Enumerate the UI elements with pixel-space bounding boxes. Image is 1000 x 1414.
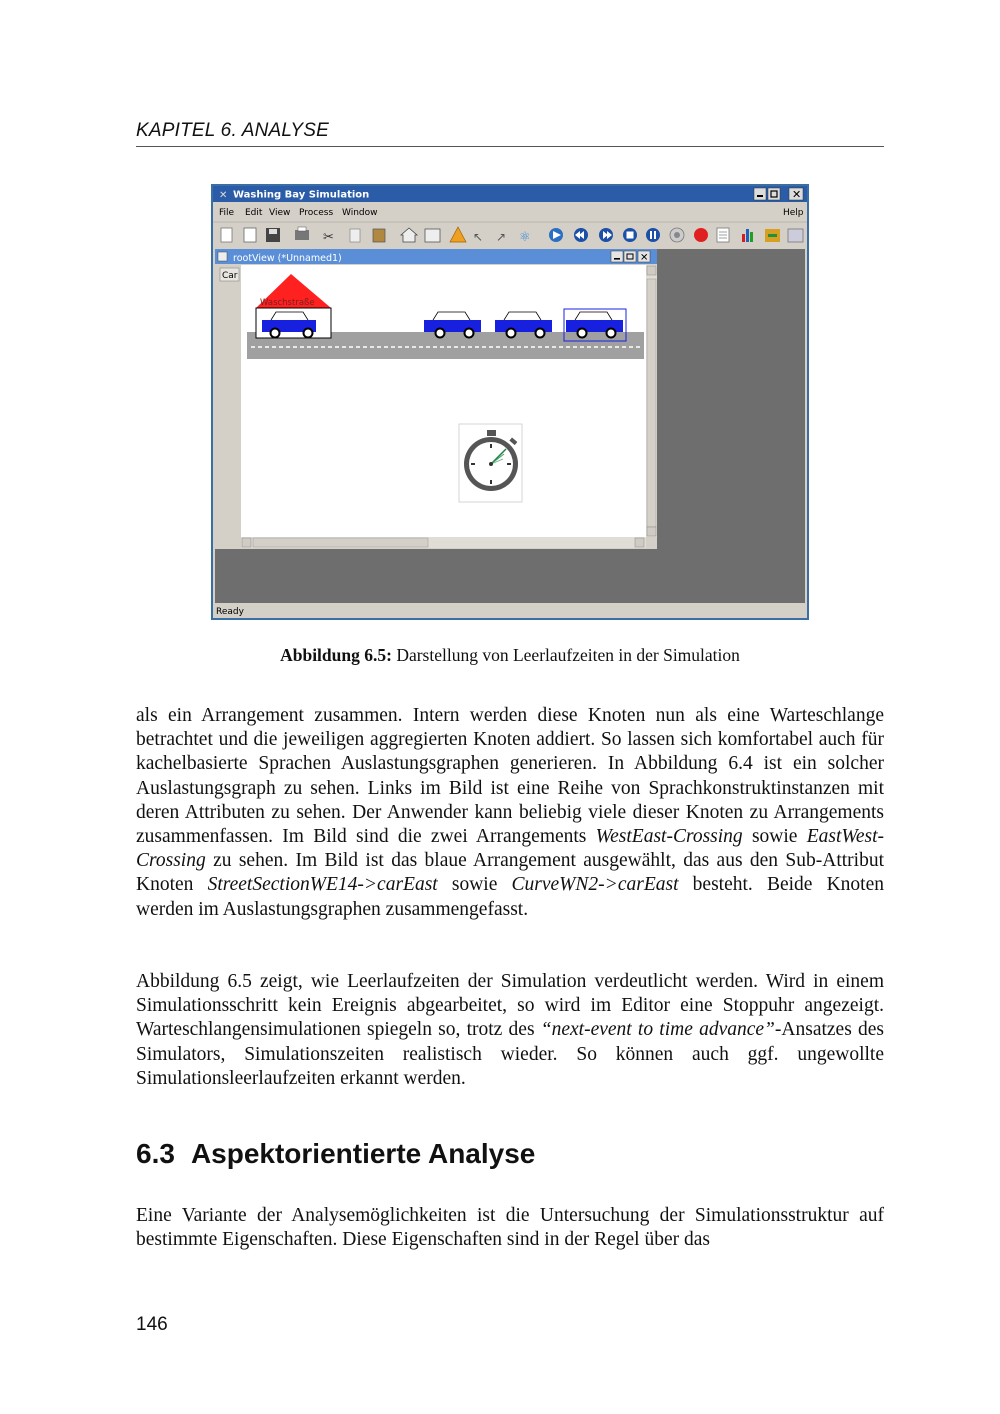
text-run: -Ansatzes des Simulators, Simulationszeiten realistisch wieder. So können auch ggf. ungewollte Simulationsleerlaufzeiten erkannt werden. [136, 1019, 884, 1089]
menu-help[interactable]: Help [783, 208, 804, 218]
paragraph-2 [136, 970, 884, 1091]
section-heading [136, 1138, 535, 1170]
italic-term: EastWest-Crossing [136, 826, 884, 872]
building-label: Waschstraße [260, 298, 315, 308]
paragraph-1 [136, 704, 884, 922]
horizontal-scroll-thumb[interactable] [253, 538, 428, 547]
pointer-icon[interactable]: ↖ [473, 230, 484, 244]
graph-icon[interactable] [788, 229, 803, 242]
italic-term: “next-event to time advance” [540, 1019, 775, 1041]
menu-process[interactable]: Process [299, 208, 334, 218]
status-bar [213, 603, 807, 618]
paste-icon[interactable] [373, 229, 385, 242]
svg-text:✕: ✕ [792, 188, 802, 201]
page-number: 146 [136, 1314, 168, 1335]
inner-window-controls[interactable] [611, 251, 650, 264]
text-run: zu sehen. Im Bild ist das blaue Arrangement ausgewählt, das aus den Sub-Attribut Knoten [136, 850, 884, 896]
text-run: besteht. Beide Knoten werden im Auslastungsgraphen zusammengefasst. [136, 874, 884, 920]
menu-view[interactable]: View [269, 208, 291, 218]
text-run: als ein Arrangement zusammen. Intern werden diese Knoten nun als eine Warteschlange betrachtet und die jeweiligen aggregierten Knoten addiert. So lassen sich komfortabel auch für kachelbasierte Sprachen Auslastungsgraphen generieren. In Abbildung 6.4 ist ein solcher Auslastungsgraph zu sehen. Links im Bild ist eine Reihe von Sprachkonstruktinstanzen mit deren Attributen zu sehen. Der Anwender kann beliebig viele dieser Knoten zu Arrangements zusammenfassen. Im Bild sind die zwei Arrangements [136, 705, 884, 848]
minimize-button[interactable] [754, 188, 766, 200]
text-run: sowie [742, 826, 807, 848]
app-icon: ✕ [219, 190, 228, 201]
text-run: Eine Variante der Analysemöglichkeiten ist die Untersuchung der Simulationsstruktur auf bestimmte Eigenschaften. Diese Eigenschaften sind in der Regel über das [136, 1205, 884, 1251]
inner-maximize-button[interactable] [624, 251, 636, 262]
figure-screenshot [211, 184, 809, 620]
caption-text: Darstellung von Leerlaufzeiten in der Simulation [396, 645, 740, 665]
svg-text:✕: ✕ [640, 252, 649, 264]
window-controls[interactable] [754, 188, 803, 201]
caption-label: Abbildung 6.5: [280, 645, 392, 665]
atom-icon[interactable]: ⚛ [519, 230, 531, 245]
window-title: Washing Bay Simulation [233, 189, 370, 201]
running-header: KAPITEL 6. ANALYSE [136, 120, 884, 147]
figure-caption [136, 645, 884, 666]
menu-file[interactable]: File [219, 208, 235, 218]
section-title: Aspektorientierte Analyse [190, 1138, 536, 1169]
connect-icon[interactable]: ↗ [496, 230, 507, 244]
document-icon [218, 252, 227, 261]
menu-edit[interactable]: Edit [245, 208, 263, 218]
open-icon[interactable] [244, 228, 256, 242]
new-icon[interactable] [221, 228, 232, 242]
copy-icon[interactable] [350, 229, 360, 242]
vertical-scroll-thumb[interactable] [647, 279, 656, 527]
status-text: Ready [216, 607, 244, 617]
inner-window-title: rootView (*Unnamed1) [233, 253, 342, 264]
inner-minimize-button[interactable] [611, 251, 623, 262]
menu-window[interactable]: Window [342, 208, 378, 218]
italic-term: StreetSectionWE14->carEast [207, 874, 438, 896]
text-run: sowie [437, 874, 512, 896]
pause-icon[interactable] [646, 228, 660, 242]
record-icon[interactable] [694, 228, 708, 242]
print-icon[interactable] [295, 230, 309, 240]
paragraph-3 [136, 1204, 884, 1252]
cut-icon[interactable]: ✂ [323, 230, 334, 245]
palette-car-label: Car [222, 271, 238, 281]
italic-term: CurveWN2->carEast [511, 874, 679, 896]
maximize-button[interactable] [768, 188, 780, 200]
text-run: Abbildung 6.5 zeigt, wie Leerlaufzeiten der Simulation verdeutlicht werden. Wird in einem Simulationsschritt kein Ereignis abgearbeitet, so wird im Editor eine Stoppuhr angezeigt. Warteschlangensimulationen spiegeln so, trotz des [136, 971, 884, 1041]
section-number: 6.3 [136, 1138, 175, 1169]
view-icon[interactable] [425, 229, 440, 242]
stopwatch-icon [459, 424, 522, 502]
italic-term: WestEast-Crossing [595, 826, 743, 848]
